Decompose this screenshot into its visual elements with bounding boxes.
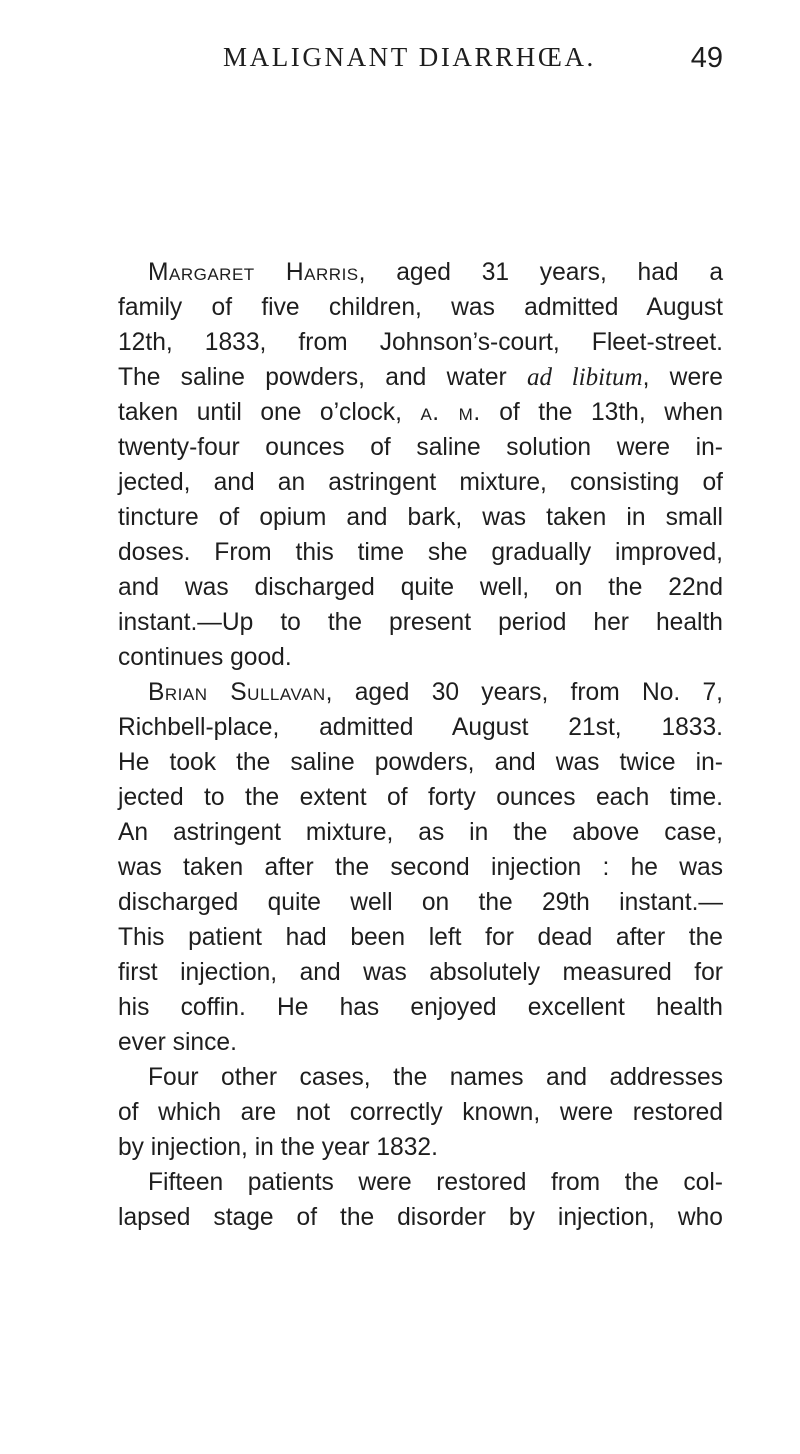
patient-name: Margaret Harris bbox=[148, 259, 359, 286]
text-line: Richbell-place, admitted August 21st, 1833. bbox=[118, 714, 723, 741]
text-line: his coffin. He has enjoyed excellent health bbox=[118, 994, 723, 1021]
time-abbreviation: a. m. bbox=[420, 399, 481, 426]
text-line: and was discharged quite well, on the 22nd bbox=[118, 574, 723, 601]
text-line: lapsed stage of the disorder by injection, who bbox=[118, 1204, 723, 1231]
patient-name: Brian Sullavan bbox=[148, 679, 326, 706]
latin-phrase: ad libitum bbox=[527, 364, 643, 391]
page-header bbox=[118, 42, 723, 86]
text-line: continues good. bbox=[118, 644, 292, 671]
text-line: This patient had been left for dead after the bbox=[118, 924, 723, 951]
text-line: Fifteen patients were restored from the col- bbox=[148, 1169, 723, 1196]
text-line: doses. From this time she gradually improved, bbox=[118, 539, 723, 566]
text-line: 12th, 1833, from Johnson’s-court, Fleet-street. bbox=[118, 329, 723, 356]
text-line: jected, and an astringent mixture, consisting of bbox=[118, 469, 723, 496]
text-line: twenty-four ounces of saline solution were in- bbox=[118, 434, 723, 461]
text-line: ever since. bbox=[118, 1029, 237, 1056]
text-line: taken until one o’clock, a. m. of the 13th, when bbox=[118, 399, 724, 426]
text-line: tincture of opium and bark, was taken in small bbox=[118, 504, 723, 531]
text-line: Margaret Harris, aged 31 years, had a bbox=[148, 259, 723, 286]
text-line: He took the saline powders, and was twice in- bbox=[118, 749, 723, 776]
text-line: The saline powders, and water ad libitum, were bbox=[118, 364, 723, 391]
text-line: of which are not correctly known, were restored bbox=[118, 1099, 723, 1126]
page-number: 49 bbox=[690, 42, 723, 74]
text-line: by injection, in the year 1832. bbox=[118, 1134, 438, 1161]
text-line: discharged quite well on the 29th instant.— bbox=[118, 889, 723, 916]
text-line: instant.—Up to the present period her health bbox=[118, 609, 723, 636]
text-line: An astringent mixture, as in the above case, bbox=[118, 819, 723, 846]
text-line: was taken after the second injection : he was bbox=[118, 854, 723, 881]
running-head: MALIGNANT DIARRHŒA. bbox=[223, 42, 596, 72]
text-line: Four other cases, the names and addresses bbox=[148, 1064, 723, 1091]
text-line: family of five children, was admitted August bbox=[118, 294, 723, 321]
text-line: first injection, and was absolutely measured for bbox=[118, 959, 723, 986]
text-line: Brian Sullavan, aged 30 years, from No. 7, bbox=[148, 679, 723, 706]
text-line: jected to the extent of forty ounces each time. bbox=[118, 784, 723, 811]
